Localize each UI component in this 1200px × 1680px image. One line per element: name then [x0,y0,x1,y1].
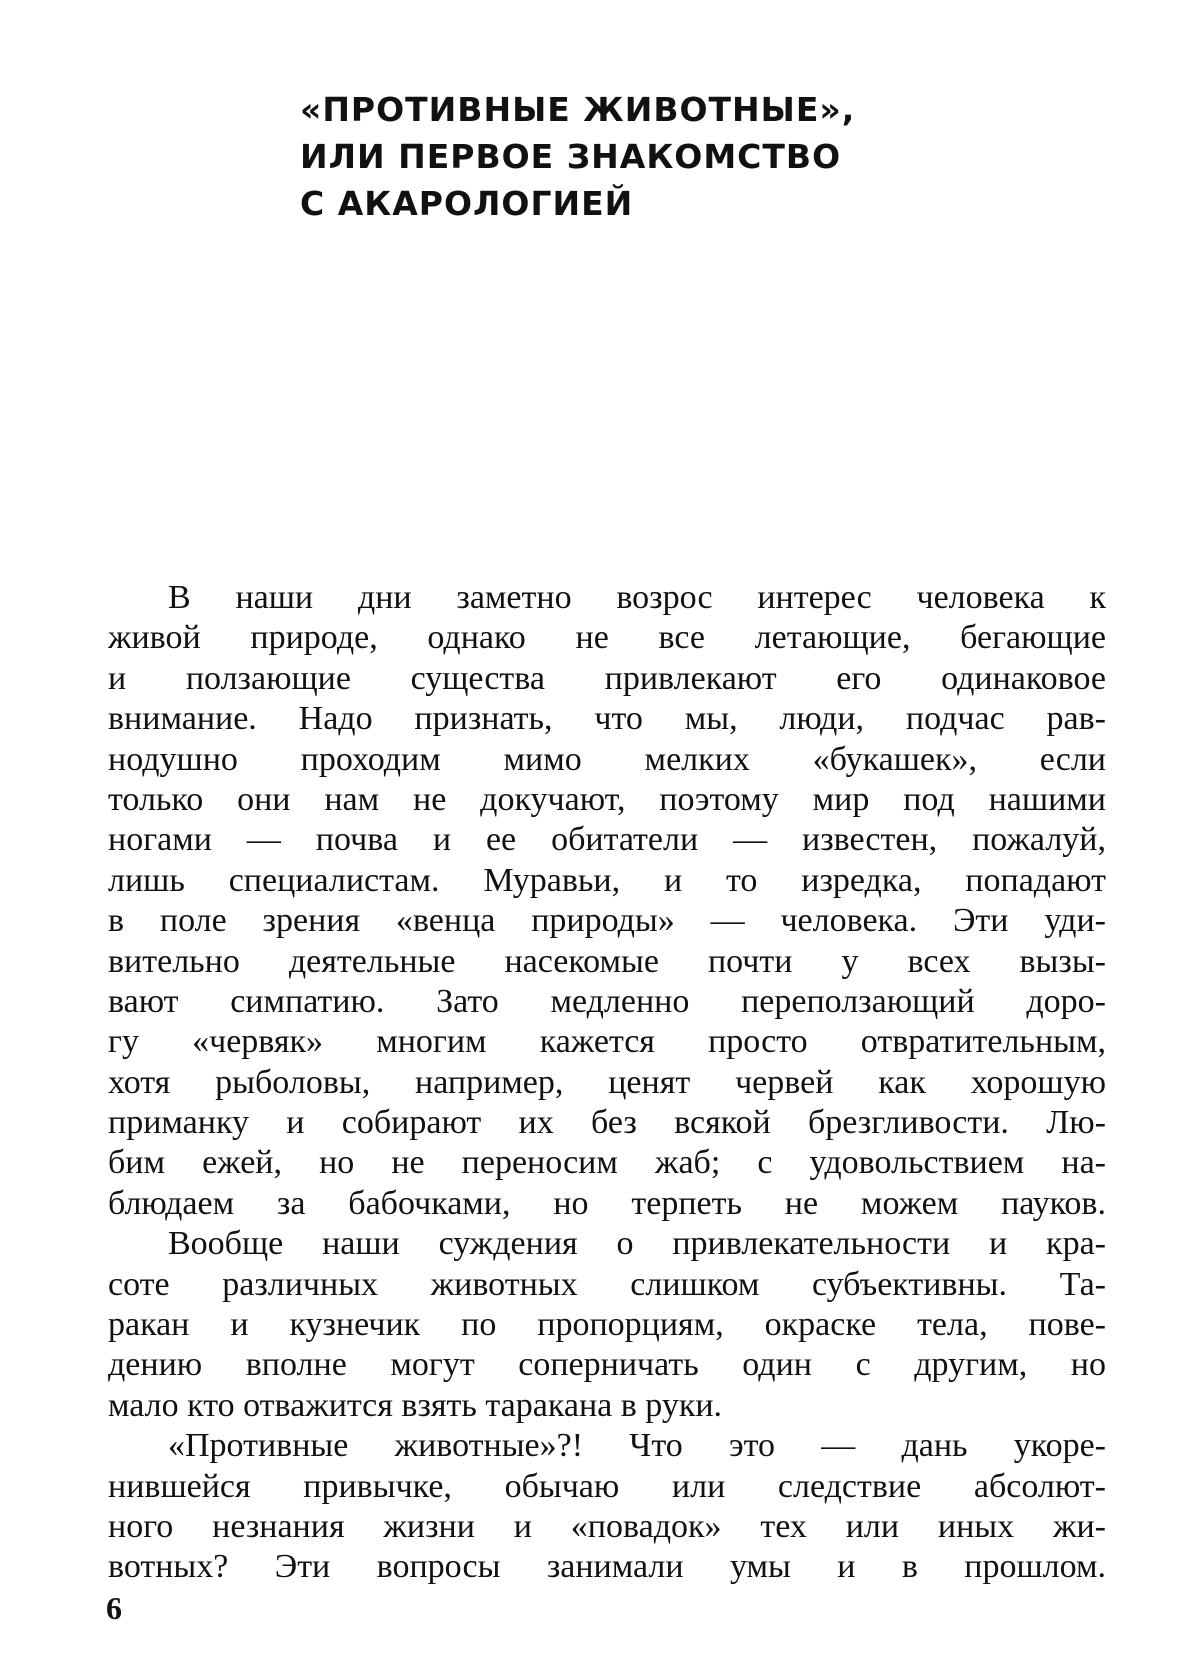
text-line: в поле зрения «венца природы» — человека. Эти уди- [108,902,1106,940]
text-line: вают симпатию. Зато медленно переползающий доро- [108,982,1106,1020]
text-line: лишь специалистам. Муравьи, и то изредка, попадают [108,861,1106,899]
paragraph [108,578,1106,1224]
paragraph [108,1224,1106,1426]
text-line: «Противные животные»?! Что это — дань укоре- [168,1427,1106,1465]
text-line: ногами — почва и ее обитатели — известен, пожалуй, [108,821,1106,859]
text-line: Вообще наши суждения о привлекательности и кра- [168,1225,1106,1263]
text-line: нившейся привычке, обычаю или следствие абсолют- [108,1467,1106,1505]
text-line: и ползающие существа привлекают его одинаковое [108,659,1106,697]
paragraph [108,1426,1106,1588]
text-line: живой природе, однако не все летающие, бегающие [108,619,1106,657]
text-line: приманку и собирают их без всякой брезгливости. Лю- [108,1104,1106,1142]
text-line: внимание. Надо признать, что мы, люди, подчас рав- [108,700,1106,738]
text-line: только они нам не докучают, поэтому мир под нашими [108,780,1106,818]
text-line: дению вполне могут соперничать один с другим, но [108,1346,1106,1384]
text-line: хотя рыболовы, например, ценят червей как хорошую [108,1063,1106,1101]
text-line: бим ежей, но не переносим жаб; с удовольствием на- [108,1144,1106,1182]
text-line: вотных? Эти вопросы занимали умы и в прошлом. [108,1548,1106,1586]
text-line: блюдаем за бабочками, но терпеть не можем пауков. [108,1184,1106,1222]
chapter-title-line: С АКАРОЛОГИЕЙ [300,184,634,223]
text-line: соте различных животных слишком субъективны. Та- [108,1265,1106,1303]
body-text [108,578,1106,1588]
text-line: В наши дни заметно возрос интерес человека к [168,579,1106,616]
chapter-title-line: «ПРОТИВНЫЕ ЖИВОТНЫЕ», [300,90,856,129]
page-number: 6 [106,1590,122,1626]
chapter-title [300,86,860,227]
text-line: мало кто отважится взять таракана в руки. [108,1386,723,1424]
text-line: нодушно проходим мимо мелких «букашек», если [108,740,1106,778]
text-line: ракан и кузнечик по пропорциям, окраске тела, пове- [108,1306,1106,1344]
chapter-title-line: ИЛИ ПЕРВОЕ ЗНАКОМСТВО [300,137,842,176]
text-line: гу «червяк» многим кажется просто отвратительным, [108,1023,1106,1061]
text-line: ного незнания жизни и «повадок» тех или иных жи- [108,1507,1106,1545]
text-line: вительно деятельные насекомые почти у всех вызы- [108,942,1106,980]
